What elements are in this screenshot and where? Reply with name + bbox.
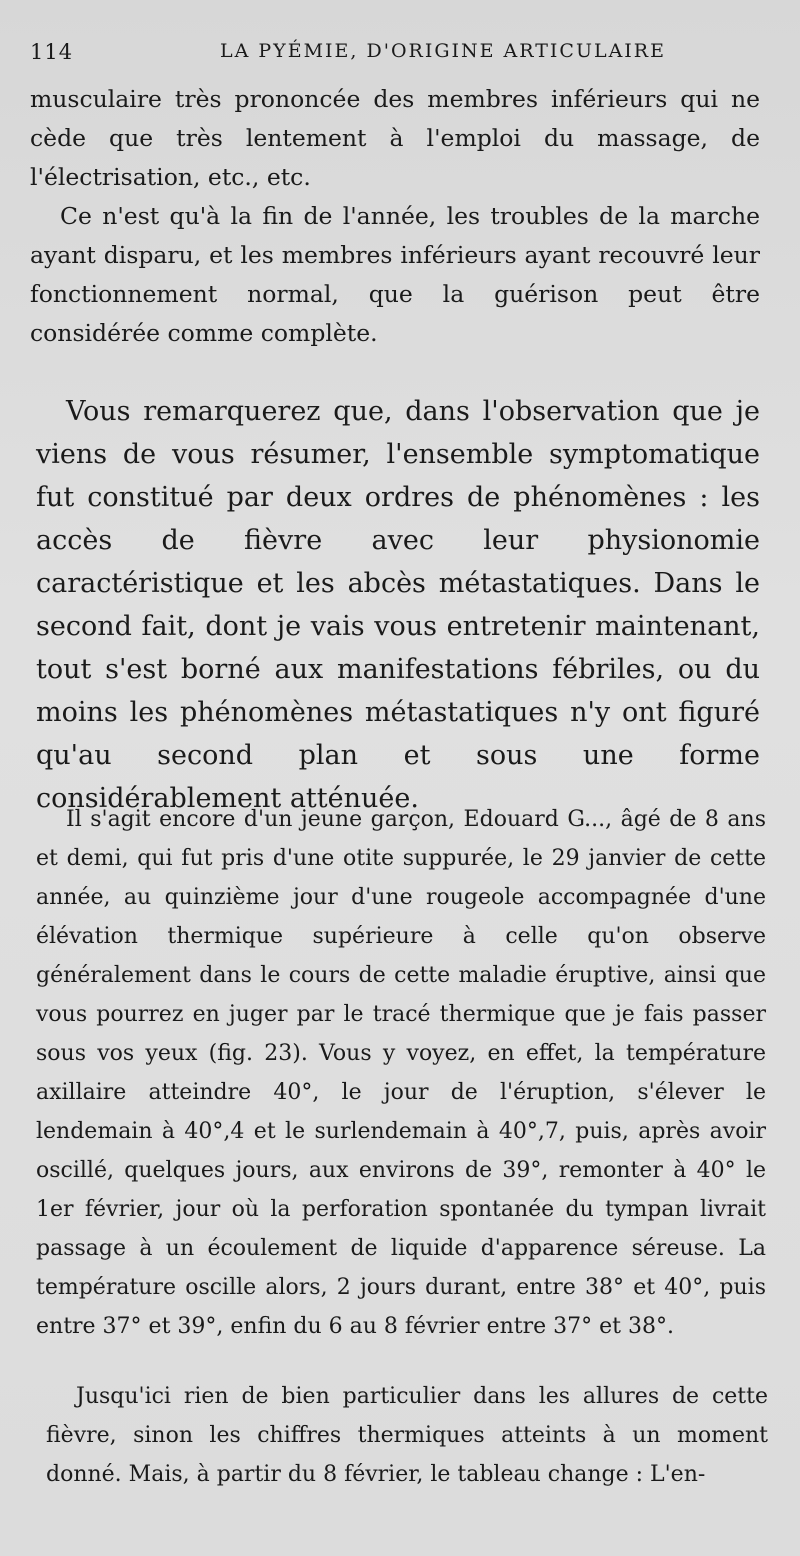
paragraph-observation-summary: Vous remarquerez que, dans l'observation que je viens de vous résumer, l'ensemble symptomatique fut constitué par deux ordres de phénomènes : les accès de fièvre avec leur physionomie caractéristique et les abcès métastatiques. Dans le second fait, dont je vais vous entretenir maintenant, tout s'est borné aux manifestations fébriles, ou du moins les phénomènes métastatiques n'y ont figuré qu'au second plan et sous une forme considérablement atténuée. — [36, 396, 760, 814]
paragraph-case-description: Il s'agit encore d'un jeune garçon, Edouard G..., âgé de 8 ans et demi, qui fut pris d'une otite suppurée, le 29 janvier de cette année, au quinzième jour d'une rougeole accompagnée d'une élévation thermique supérieure à celle qu'on observe généralement dans le cours de cette maladie éruptive, ainsi que vous pourrez en juger par le tracé thermique que je fais passer sous vos yeux (fig. 23). Vous y voyez, en effet, la température axillaire atteindre 40°, le jour de l'éruption, s'élever le lendemain à 40°,4 et le surlendemain à 40°,7, puis, après avoir oscillé, quelques jours, aux environs de 39°, remonter à 40° le 1er février, jour où la perforation spontanée du tympan livrait passage à un écoulement de liquide d'apparence séreuse. La température oscille alors, 2 jours durant, entre 38° et 40°, puis entre 37° et 39°, enfin du 6 au 8 février entre 37° et 38°. — [36, 807, 766, 1339]
paragraph-continuation: musculaire très prononcée des membres inférieurs qui ne cède que très lentement à l'emploi du massage, de l'électrisation, etc., etc. — [30, 85, 760, 191]
running-title: LA PYÉMIE, D'ORIGINE ARTICULAIRE — [220, 40, 666, 62]
page-header — [30, 36, 770, 76]
paragraph-recovery: Ce n'est qu'à la fin de l'année, les troubles de la marche ayant disparu, et les membres inférieurs ayant recouvré leur fonctionnement normal, que la guérison peut être considérée comme complète. — [30, 202, 760, 347]
paragraph-fever-course: Jusqu'ici rien de bien particulier dans les allures de cette fièvre, sinon les chiffres thermiques atteints à un moment donné. Mais, à partir du 8 février, le tableau change : L'en- — [46, 1384, 768, 1487]
page-number: 114 — [30, 40, 74, 64]
